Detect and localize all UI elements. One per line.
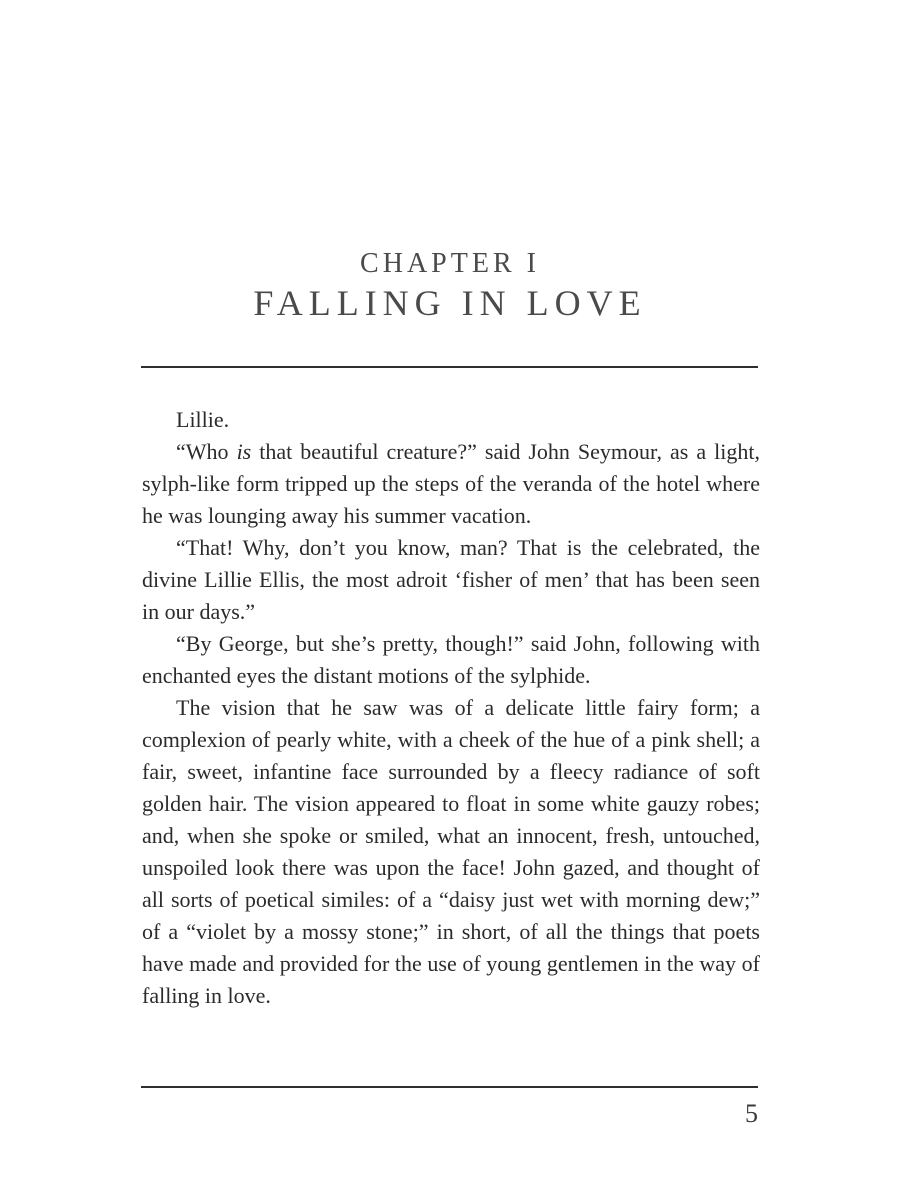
chapter-number: CHAPTER I: [360, 248, 540, 279]
bottom-divider: [141, 1086, 758, 1088]
paragraph: “That! Why, don’t you know, man? That is the celebrated, the divine Lillie Ellis, the most adroit ‘fisher of men’ that has been seen in our days.”: [142, 535, 760, 624]
paragraph-text: that beautiful creature?” said John Seymour, as a light, sylph-like form tripped up the steps of the veranda of the hotel where he was lounging away his summer vacation.: [142, 439, 760, 528]
paragraph: “By George, but she’s pretty, though!” said John, following with enchanted eyes the distant motions of the sylphide.: [142, 631, 760, 688]
chapter-title: FALLING IN LOVE: [253, 283, 647, 323]
chapter-body: [142, 404, 760, 1012]
emphasis-text: is: [236, 439, 252, 464]
paragraph: Lillie.: [176, 407, 230, 432]
page-number: 5: [745, 1099, 758, 1128]
top-divider: [141, 366, 758, 368]
paragraph: The vision that he saw was of a delicate little fairy form; a complexion of pearly white, with a cheek of the hue of a pink shell; a fair, sweet, infantine face surrounded by a fleecy radiance of soft golden hair. The vision appeared to float in some white gauzy robes; and, when she spoke or smiled, what an innocent, fresh, untouched, unspoiled look there was upon the face! John gazed, and thought of all sorts of poetical similes: of a “daisy just wet with morning dew;” of a “violet by a mossy stone;” in short, of all the things that poets have made and provided for the use of young gentlemen in the way of falling in love.: [142, 695, 760, 1008]
paragraph: [142, 436, 760, 532]
paragraph-text: “Who: [176, 439, 237, 464]
